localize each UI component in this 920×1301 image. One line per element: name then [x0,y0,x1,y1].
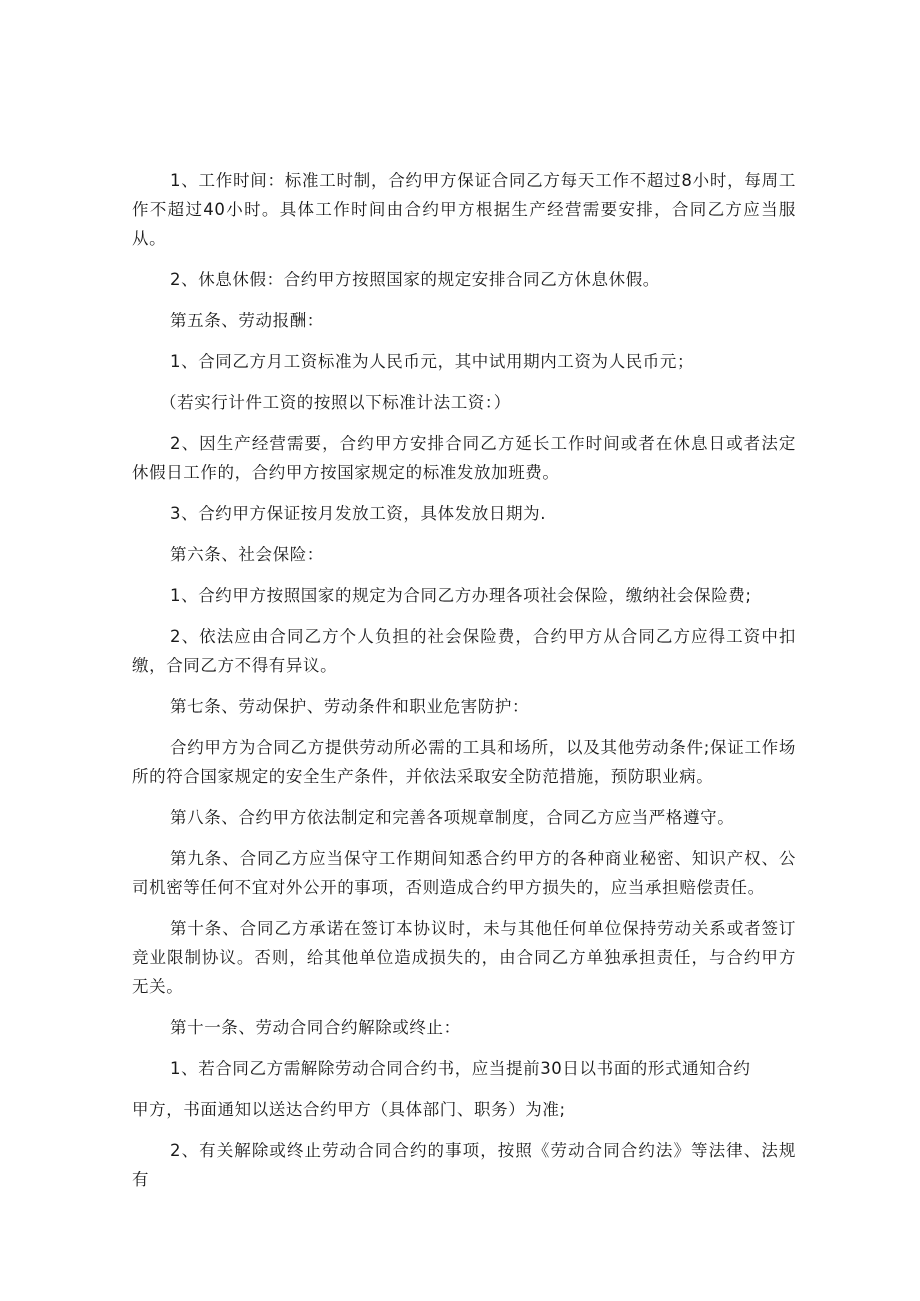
heading-article-5: 第五条、劳动报酬： [170,311,324,330]
paragraph-article-9: 第九条、合同乙方应当保守工作期间知悉合约甲方的各种商业秘密、知识产权、公司机密等任何不宜对外公开的事项，否则造成合约甲方损失的，应当承担赔偿责任。 [132,849,796,897]
paragraph-labor-protection: 合约甲方为合同乙方提供劳动所必需的工具和场所，以及其他劳动条件;保证工作场所的符合国家规定的安全生产条件，并依法采取安全防范措施，预防职业病。 [132,738,796,786]
paragraph-monthly-salary: 1、合同乙方月工资标准为人民币元，其中试用期内工资为人民币元； [170,352,695,371]
paragraph-pay-date: 3、合约甲方保证按月发放工资，具体发放日期为. [170,504,547,523]
paragraph-work-hours: 1、工作时间：标准工时制，合约甲方保证合同乙方每天工作不超过8小时，每周工作不超过40小时。具体工作时间由合约甲方根据生产经营需要安排，合同乙方应当服从。 [132,171,796,248]
paragraph-piecework-note: （若实行计件工资的按照以下标准计法工资：） [160,393,511,412]
paragraph-termination-notice: 1、若合同乙方需解除劳动合同合约书，应当提前30日以书面的形式通知合约 [170,1059,751,1078]
paragraph-termination-notice-continued: 甲方，书面通知以送达合约甲方（具体部门、职务）为准; [132,1100,566,1119]
paragraph-insurance-deduction: 2、依法应由合同乙方个人负担的社会保险费，合约甲方从合同乙方应得工资中扣缴，合同乙方不得有异议。 [132,627,796,675]
paragraph-article-10: 第十条、合同乙方承诺在签订本协议时，未与其他任何单位保持劳动关系或者签订竞业限制协议。否则，给其他单位造成损失的，由合同乙方单独承担责任，与合约甲方无关。 [132,919,796,996]
paragraph-social-insurance: 1、合约甲方按照国家的规定为合同乙方办理各项社会保险，缴纳社会保险费; [170,586,752,605]
heading-article-11: 第十一条、劳动合同合约解除或终止： [170,1018,461,1037]
paragraph-rest-leave: 2、休息休假：合约甲方按照国家的规定安排合同乙方休息休假。 [170,270,660,289]
heading-article-6: 第六条、社会保险： [170,545,324,564]
paragraph-article-8: 第八条、合约甲方依法制定和完善各项规章制度，合同乙方应当严格遵守。 [170,808,735,827]
document-body [132,166,796,1194]
paragraph-termination-law: 2、有关解除或终止劳动合同合约的事项，按照《劳动合同合约法》等法律、法规有 [132,1141,796,1189]
paragraph-overtime-pay: 2、因生产经营需要，合约甲方安排合同乙方延长工作时间或者在休息日或者法定休假日工作的，合约甲方按国家规定的标准发放加班费。 [132,434,796,482]
heading-article-7: 第七条、劳动保护、劳动条件和职业危害防护： [170,697,530,716]
